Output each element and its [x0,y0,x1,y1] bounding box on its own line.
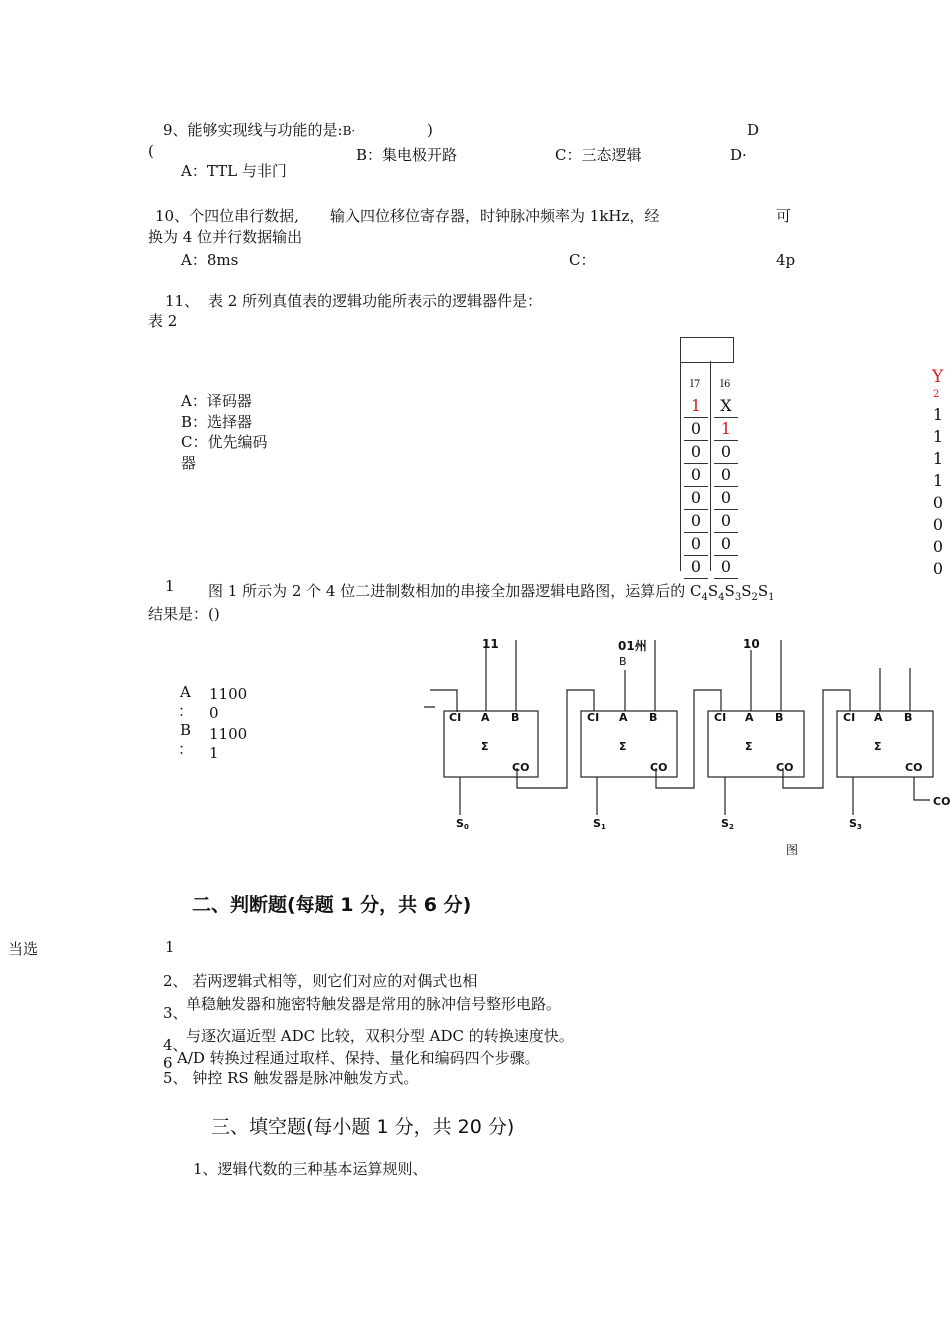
q9-option-c: C：三态逻辑 [555,146,642,164]
judge-item-4-text: 与逐次逼近型 ADC 比较，双积分型 ADC 的转换速度快。 [186,1027,574,1045]
right-column-value: 1 [932,471,944,490]
q12-option-a-value-2: 0 [209,704,219,722]
judge-item-6-num: 6 [163,1054,173,1072]
q12-option-b-value-2: 1 [209,744,219,762]
pin-a-0: A [481,711,490,724]
q9-paren: ) [427,121,433,139]
q11-option-a: A：译码器 [181,392,252,410]
pin-co-1: CO [650,761,668,774]
judge-item-5: 5、 钟控 RS 触发器是脉冲触发方式。 [163,1069,419,1087]
q12-option-b-value-1: 1100 [209,725,248,743]
judge-item-6-text: A/D 转换过程通过取样、保持、量化和编码四个步骤。 [177,1049,540,1067]
pin-b-1: B [649,711,658,724]
q10-stem-1: 10、个四位串行数据, [155,207,299,225]
pin-a-1: A [619,711,628,724]
sigma-2: Σ [745,740,753,753]
output-s2: S2 [721,817,734,831]
truth-cell: 1 [714,418,738,441]
q9-d-top: D [747,121,760,139]
truth-cell: 0 [684,510,708,533]
right-header-y: Y [932,367,944,387]
full-adder-circuit [0,630,950,860]
q9-open-paren: ( [148,142,154,160]
q12-option-b-label: B [180,721,192,739]
pin-a-2: A [745,711,754,724]
fill-q1: 1、逻辑代数的三种基本运算规则、 [193,1160,428,1178]
q12-option-a-value-1: 1100 [209,685,248,703]
sigma-3: Σ [874,740,882,753]
truth-cell: 0 [714,533,738,556]
judge-item-3-text: 单稳触发器和施密特触发器是常用的脉冲信号整形电路。 [186,995,562,1013]
q9-option-b: B：集电极开路 [356,146,458,164]
pin-b-2: B [775,711,784,724]
truth-cell: 0 [714,441,738,464]
right-column-value: 0 [932,515,944,534]
sigma-0: Σ [481,740,489,753]
right-column-value: 0 [932,559,944,578]
q10-option-c: C： [569,251,596,269]
truth-cell: 0 [684,464,708,487]
truth-cell: 0 [714,556,738,579]
q9-stem: 9、能够实现线与功能的是:B· [163,121,356,139]
section2-title: 二、判断题(每题 1 分，共 6 分) [192,894,472,916]
output-s3: S3 [849,817,862,831]
section3-title: 三、填空题(每小题 1 分，共 20 分) [211,1116,515,1138]
output-s1: S1 [593,817,606,831]
co-output-label: CO [933,795,950,808]
q11-stem-2: 表 2 所列真值表的逻辑功能所表示的逻辑器件是： [208,292,543,310]
right-column-value: 0 [932,493,944,512]
right-header-sub: 2 [933,389,940,400]
right-column-value: 1 [932,405,944,424]
sigma-1: Σ [619,740,627,753]
q11-option-b: B：选择器 [181,413,253,431]
q12-stem-line2: 结果是：() [148,605,220,623]
judge-item-1-num: 1 [165,938,175,956]
truth-right-column [926,404,950,602]
q12-option-a-colon: ： [178,702,194,720]
truth-cell: 0 [714,510,738,533]
pin-co-3: CO [905,761,923,774]
figure-label: 图 [786,843,799,857]
judge-item-4-num: 4、 [163,1036,188,1054]
right-column-value: 0 [932,537,944,556]
right-column-value: 1 [932,427,944,446]
q10-stem-line2: 换为 4 位并行数据输出 [148,228,303,246]
table-caption: 表 2 [148,312,178,330]
input-label-11: 11 [482,637,499,651]
truth-cell: 0 [684,487,708,510]
q12-number: 1 [165,577,175,595]
q12-stem: 图 1 所示为 2 个 4 位二进制数相加的串接全加器逻辑电路图，运算后的 $C_4S_4S_3S_2S_1$ [208,582,775,603]
q10-option-d: 4p [776,251,796,269]
output-s0: S0 [456,817,469,831]
pin-b-3: B [904,711,913,724]
truth-table-header-box [680,337,734,363]
pin-co-2: CO [776,761,794,774]
section2-left-note: 当选 [8,940,39,958]
q10-option-a: A：8ms [181,251,239,269]
truth-cell: 0 [684,533,708,556]
judge-item-2: 2、 若两逻辑式相等，则它们对应的对偶式也相 [163,972,478,990]
q10-stem-2: 输入四位移位寄存器，时钟脉冲频率为 1kHz，经 [330,207,660,225]
q11-option-c-cont: 器 [181,454,197,472]
q11-stem-1: 11、 [165,292,200,310]
pin-ci-3: CI [843,711,856,724]
pin-ci-1: CI [587,711,600,724]
truth-table [680,337,736,576]
judge-item-3-num: 3、 [163,1004,188,1022]
q9-option-a: A：TTL 与非门 [181,162,287,180]
right-column-value: 1 [932,449,944,468]
truth-cell: 1 [684,395,708,418]
input-label-01-sub: B [619,655,627,668]
truth-cell: 0 [684,418,708,441]
q12-option-a-label: A [180,683,191,701]
input-label-10: 10 [743,637,760,651]
truth-cell: 0 [714,464,738,487]
pin-co-0: CO [512,761,530,774]
pin-ci-0: CI [449,711,462,724]
q9-option-d: D· [730,146,747,164]
truth-cell: 0 [684,556,708,579]
q12-option-b-colon: ： [178,740,194,758]
pin-ci-2: CI [714,711,727,724]
truth-cell: X [714,395,738,418]
truth-cell: 0 [714,487,738,510]
q10-stem-3: 可 [776,207,792,225]
pin-a-3: A [874,711,883,724]
q11-option-c: C：优先编码 [181,433,268,451]
truth-header-i7: I7 [690,379,701,390]
pin-b-0: B [511,711,520,724]
truth-cell: 0 [684,441,708,464]
input-label-01: 01州 [618,639,647,653]
truth-header-i6: I6 [720,379,731,390]
